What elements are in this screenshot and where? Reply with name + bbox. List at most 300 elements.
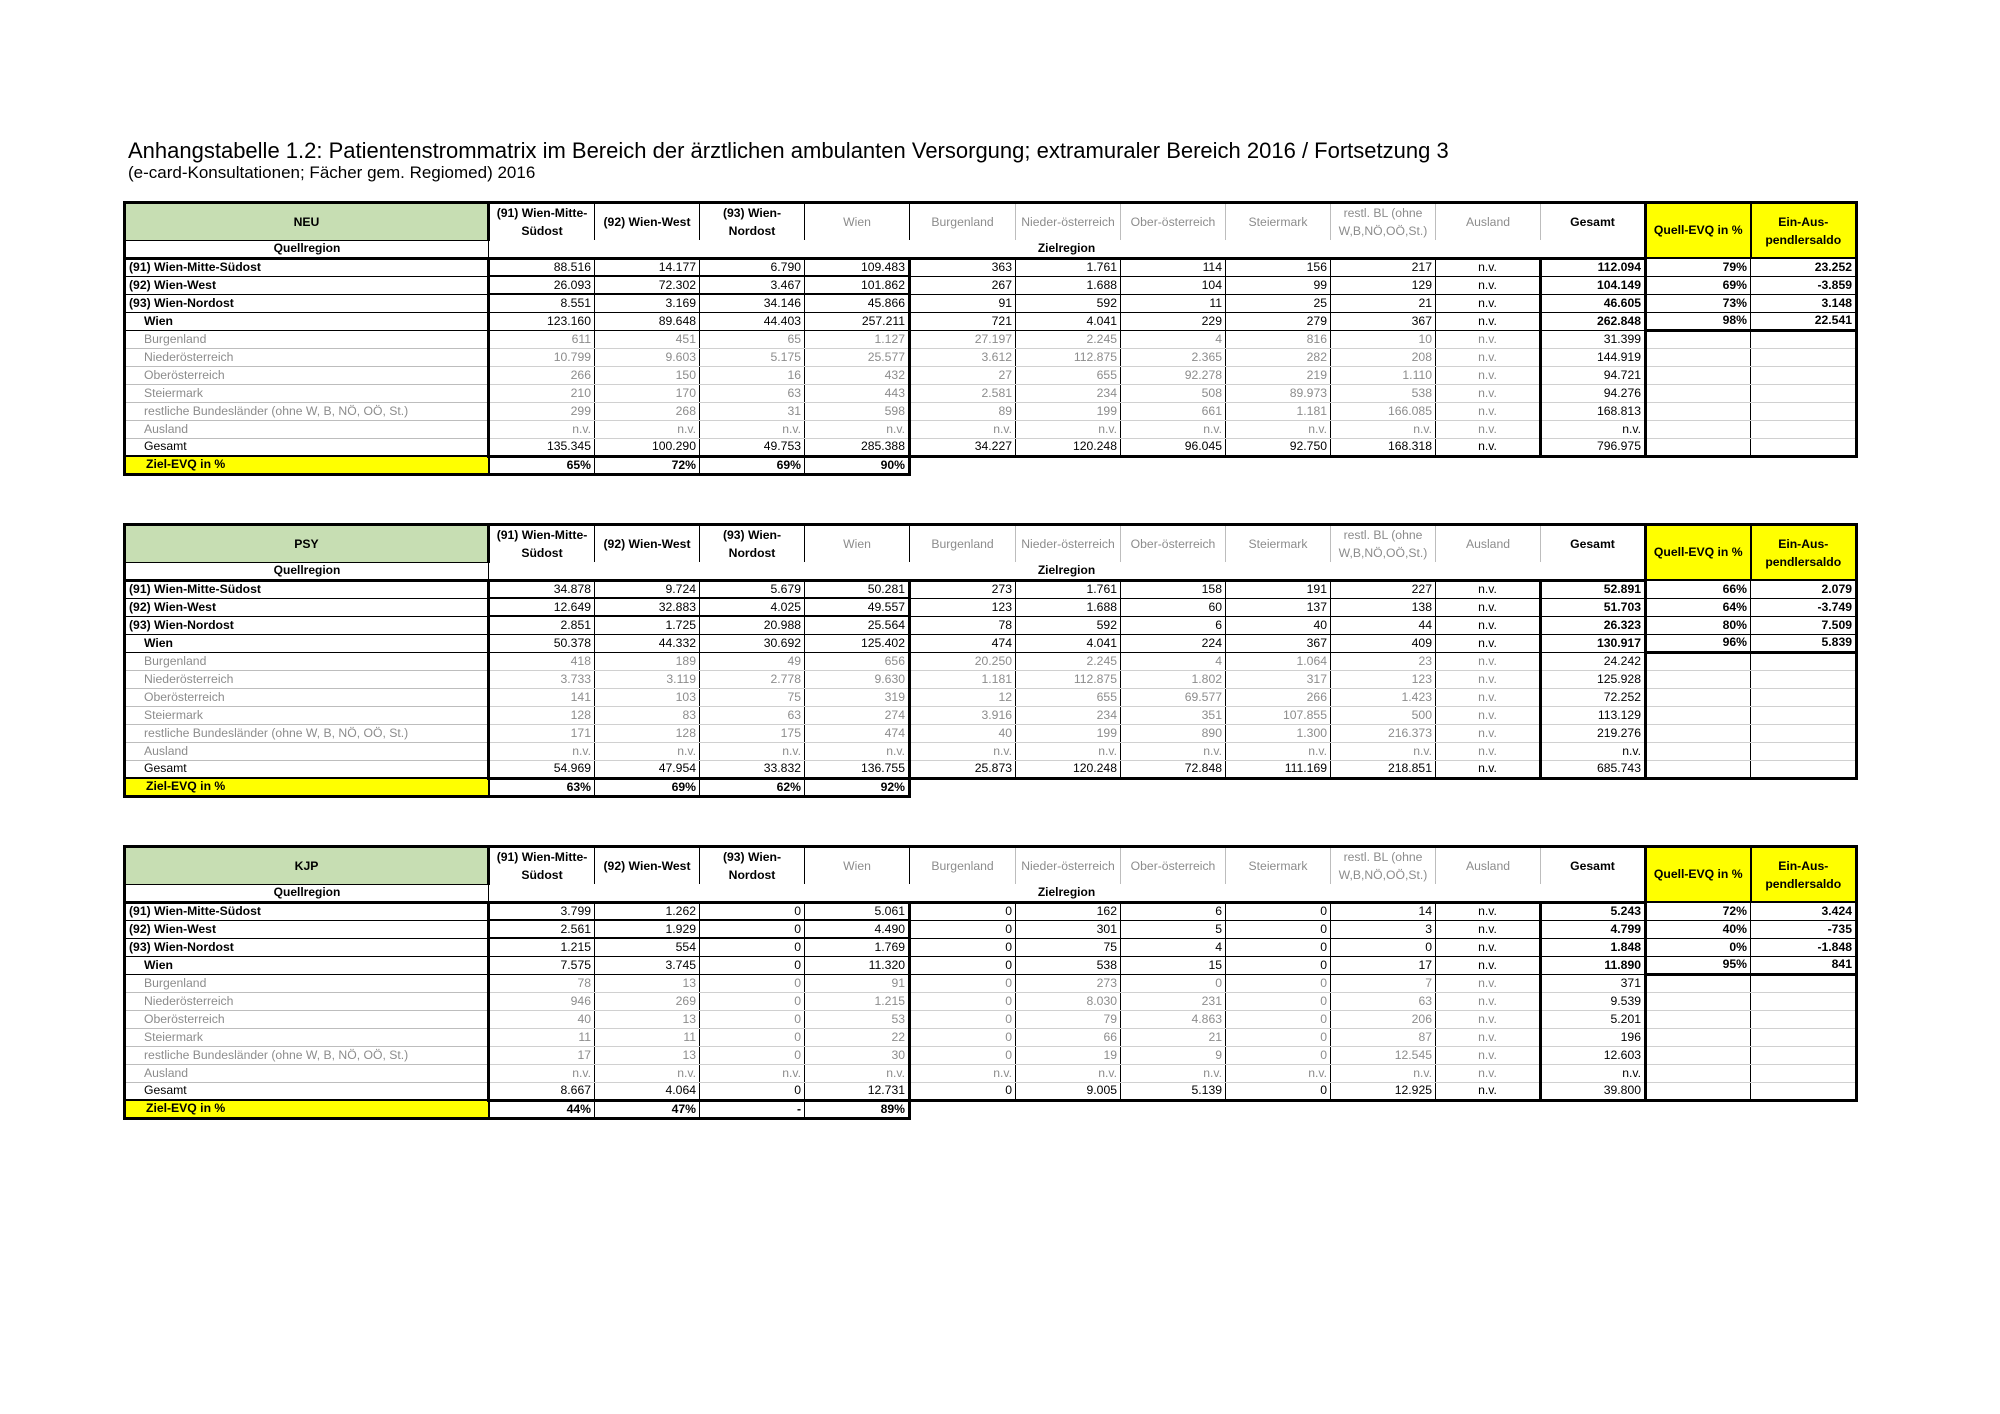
cell-value: 231 [1121,992,1226,1010]
cell-value: 49.753 [700,438,805,456]
cell-value [1646,688,1751,706]
col-header-c93: (93) Wien-Nordost [700,847,805,885]
cell-value: 94.276 [1541,384,1646,402]
cell-value: 0 [1331,938,1436,956]
cell-value: 0 [910,1046,1016,1064]
cell-value: 92.750 [1226,438,1331,456]
cell-value: 60 [1121,598,1226,616]
cell-value: 4 [1121,330,1226,348]
cell-value: 15 [1121,956,1226,974]
cell-value: 206 [1331,1010,1436,1028]
cell-value: 0 [1226,920,1331,938]
quellregion-label: Quellregion [125,884,489,902]
table-row [125,258,1857,276]
cell-value: 33.832 [700,760,805,778]
cell-value: 11.890 [1541,956,1646,974]
cell-value: 219.276 [1541,724,1646,742]
cell-value: n.v. [1436,992,1541,1010]
cell-value: 191 [1226,580,1331,598]
table-code-label: PSY [125,525,489,563]
cell-value: 11.320 [805,956,910,974]
cell-value: n.v. [805,1064,910,1082]
col-header-burgenland: Burgenland [910,525,1016,563]
cell-value: 661 [1121,402,1226,420]
cell-value: n.v. [595,1064,700,1082]
cell-value: 63 [700,384,805,402]
row-label: Steiermark [125,384,489,402]
cell-value: 31.399 [1541,330,1646,348]
cell-value: 94.721 [1541,366,1646,384]
cell-value [1751,420,1857,438]
cell-value: 208 [1331,348,1436,366]
cell-value: 443 [805,384,910,402]
table-row [125,402,1857,420]
cell-value: 11 [1121,294,1226,312]
cell-value: n.v. [1436,384,1541,402]
cell-value [1751,384,1857,402]
cell-value: 123 [1331,670,1436,688]
cell-value [1751,1028,1857,1046]
row-label: Wien [125,956,489,974]
cell-value: 92.278 [1121,366,1226,384]
col-header-restbl: restl. BL (ohne W,B,NÖ,OÖ,St.) [1331,525,1436,563]
cell-value: n.v. [700,1064,805,1082]
cell-value: 47% [595,1100,700,1118]
cell-value: 26.093 [489,276,595,294]
cell-value: 69% [595,778,700,796]
cell-value: 9.005 [1016,1082,1121,1100]
table-row [125,420,1857,438]
row-label: (92) Wien-West [125,276,489,294]
cell-value: 65 [700,330,805,348]
cell-value: 50.378 [489,634,595,652]
col-header-noe: Nieder-österreich [1016,847,1121,885]
cell-value: 170 [595,384,700,402]
cell-value: n.v. [595,420,700,438]
row-label: Ausland [125,742,489,760]
row-label: restliche Bundesländer (ohne W, B, NÖ, OÖ, St.) [125,402,489,420]
table-row [125,348,1857,366]
table-row [125,778,1857,796]
cell-value: 285.388 [805,438,910,456]
cell-value: 25 [1226,294,1331,312]
subheader-row [125,884,1857,902]
cell-value: 3.612 [910,348,1016,366]
cell-value: 72.252 [1541,688,1646,706]
cell-value: n.v. [1436,974,1541,992]
cell-value: 257.211 [805,312,910,330]
cell-value: 104.149 [1541,276,1646,294]
cell-value: 88.516 [489,258,595,276]
cell-value: 1.688 [1016,276,1121,294]
cell-value: 175 [700,724,805,742]
cell-value: 89.648 [595,312,700,330]
cell-value: 4.863 [1121,1010,1226,1028]
cell-value: 129 [1331,276,1436,294]
cell-value: -3.749 [1751,598,1857,616]
col-header-gesamt: Gesamt [1541,525,1646,563]
header-row [125,847,1857,885]
cell-value: 89% [805,1100,910,1118]
cell-value [1751,742,1857,760]
cell-value: 1.761 [1016,580,1121,598]
cell-value [1751,652,1857,670]
cell-value: n.v. [1016,420,1121,438]
cell-value: 655 [1016,688,1121,706]
cell-value: 25.873 [910,760,1016,778]
cell-value: - [700,1100,805,1118]
cell-value: 89.973 [1226,384,1331,402]
cell-value: n.v. [1436,402,1541,420]
col-header-c93: (93) Wien-Nordost [700,203,805,241]
cell-value: 90% [805,456,910,474]
cell-value: 1.300 [1226,724,1331,742]
row-label: Ziel-EVQ in % [125,778,489,796]
col-header-ein-aus-pendlersaldo: Ein-Aus-pendlersaldo [1751,525,1857,581]
cell-value: 554 [595,938,700,956]
cell-value: 32.883 [595,598,700,616]
cell-value: 20.988 [700,616,805,634]
cell-value: 16 [700,366,805,384]
cell-value: 104 [1121,276,1226,294]
cell-value: 4 [1121,938,1226,956]
row-label: Burgenland [125,330,489,348]
cell-value: n.v. [1121,742,1226,760]
col-header-ooe: Ober-österreich [1121,203,1226,241]
col-header-ein-aus-pendlersaldo: Ein-Aus-pendlersaldo [1751,203,1857,259]
col-header-ooe: Ober-österreich [1121,525,1226,563]
cell-value: 538 [1016,956,1121,974]
cell-value: 14.177 [595,258,700,276]
cell-value: 0 [1226,1028,1331,1046]
cell-value: 89 [910,402,1016,420]
cell-value: 363 [910,258,1016,276]
table-row [125,1100,1857,1118]
cell-value: 451 [595,330,700,348]
cell-value: 1.802 [1121,670,1226,688]
cell-value: n.v. [1436,724,1541,742]
cell-value: 592 [1016,294,1121,312]
cell-value [1751,366,1857,384]
cell-value: 0 [1226,938,1331,956]
cell-value: 0 [700,902,805,920]
cell-value [1751,688,1857,706]
cell-value: 31 [700,402,805,420]
table-row [125,938,1857,956]
cell-value [1646,1010,1751,1028]
cell-value: 946 [489,992,595,1010]
cell-value: n.v. [700,742,805,760]
cell-value: 49 [700,652,805,670]
cell-value: 0% [1646,938,1751,956]
cell-value: 2.581 [910,384,1016,402]
cell-value: 130.917 [1541,634,1646,652]
cell-value: 273 [1016,974,1121,992]
cell-value: 69% [1646,276,1751,294]
row-label: (91) Wien-Mitte-Südost [125,902,489,920]
cell-value: n.v. [910,1064,1016,1082]
cell-value: 685.743 [1541,760,1646,778]
cell-value: 0 [1226,956,1331,974]
cell-value: 0 [700,920,805,938]
cell-value [1751,1010,1857,1028]
cell-value: 592 [1016,616,1121,634]
cell-value: 1.688 [1016,598,1121,616]
page-title: Anhangstabelle 1.2: Patientenstrommatrix im Bereich der ärztlichen ambulanten Versorgung; extramuraler Bereich 2016 / Fortsetzung 3 [128,138,1449,163]
cell-value: 63% [489,778,595,796]
cell-value [1751,706,1857,724]
col-header-c93: (93) Wien-Nordost [700,525,805,563]
cell-value: 40% [1646,920,1751,938]
cell-value: 2.851 [489,616,595,634]
cell-value: 1.761 [1016,258,1121,276]
cell-value [1646,384,1751,402]
cell-value [1751,330,1857,348]
cell-value [1751,402,1857,420]
cell-value: 69.577 [1121,688,1226,706]
cell-value: 63 [1331,992,1436,1010]
cell-value: 0 [910,1010,1016,1028]
cell-value [1751,974,1857,992]
header-row [125,203,1857,241]
col-header-restbl: restl. BL (ohne W,B,NÖ,OÖ,St.) [1331,203,1436,241]
cell-value [1646,438,1751,456]
cell-value: n.v. [1436,276,1541,294]
cell-value: 500 [1331,706,1436,724]
cell-value: 1.848 [1541,938,1646,956]
col-header-ausland: Ausland [1436,525,1541,563]
cell-value: 25.577 [805,348,910,366]
cell-value: n.v. [489,742,595,760]
cell-value: 2.365 [1121,348,1226,366]
cell-value: 75 [1016,938,1121,956]
cell-value: 6 [1121,902,1226,920]
cell-value: 107.855 [1226,706,1331,724]
cell-value: n.v. [910,420,1016,438]
cell-value: 120.248 [1016,438,1121,456]
cell-value: 216.373 [1331,724,1436,742]
cell-value: n.v. [1436,652,1541,670]
cell-value: 5.679 [700,580,805,598]
cell-value: 418 [489,652,595,670]
col-header-wien: Wien [805,525,910,563]
cell-value: n.v. [1016,742,1121,760]
cell-value: 4.041 [1016,312,1121,330]
cell-value: 162 [1016,902,1121,920]
cell-value: 72% [595,456,700,474]
cell-value: 66% [1646,580,1751,598]
cell-value: 262.848 [1541,312,1646,330]
cell-value: n.v. [1541,1064,1646,1082]
cell-value: 1.769 [805,938,910,956]
cell-value: n.v. [1436,902,1541,920]
table-row [125,974,1857,992]
cell-value: n.v. [700,420,805,438]
cell-value: 75 [700,688,805,706]
col-header-quell-evq: Quell-EVQ in % [1646,525,1751,581]
cell-value: 1.262 [595,902,700,920]
cell-value: 3.733 [489,670,595,688]
col-header-c91: (91) Wien-Mitte-Südost [489,847,595,885]
cell-value: 79 [1016,1010,1121,1028]
table-row [125,1046,1857,1064]
cell-value: 218.851 [1331,760,1436,778]
row-label: restliche Bundesländer (ohne W, B, NÖ, OÖ, St.) [125,724,489,742]
cell-value: n.v. [1436,312,1541,330]
cell-value: 123 [910,598,1016,616]
cell-value: 103 [595,688,700,706]
cell-value: 890 [1121,724,1226,742]
table-row [125,652,1857,670]
cell-value: 114 [1121,258,1226,276]
table-code-label: NEU [125,203,489,241]
cell-value: n.v. [910,742,1016,760]
cell-value: 5.243 [1541,902,1646,920]
cell-value: 3.745 [595,956,700,974]
cell-value: 1.127 [805,330,910,348]
col-header-c91: (91) Wien-Mitte-Südost [489,203,595,241]
row-label: Steiermark [125,706,489,724]
cell-value: 432 [805,366,910,384]
cell-value: 474 [910,634,1016,652]
cell-value: n.v. [1436,920,1541,938]
cell-value: 3.148 [1751,294,1857,312]
cell-value: 2.778 [700,670,805,688]
cell-value: 2.079 [1751,580,1857,598]
cell-value: 79% [1646,258,1751,276]
cell-value: 3.119 [595,670,700,688]
cell-value: 87 [1331,1028,1436,1046]
cell-value: 656 [805,652,910,670]
cell-value: 100.290 [595,438,700,456]
cell-value: 112.094 [1541,258,1646,276]
cell-value: 128 [595,724,700,742]
cell-value: 7.575 [489,956,595,974]
cell-value [1646,706,1751,724]
cell-value: 14 [1331,902,1436,920]
header-row [125,525,1857,563]
cell-value: 34.227 [910,438,1016,456]
row-label: Niederösterreich [125,670,489,688]
cell-value: n.v. [1121,420,1226,438]
cell-value: 73% [1646,294,1751,312]
cell-value: 841 [1751,956,1857,974]
cell-value: n.v. [1541,742,1646,760]
cell-value: 44.403 [700,312,805,330]
col-header-stmk: Steiermark [1226,847,1331,885]
cell-value: 266 [1226,688,1331,706]
cell-value: 17 [1331,956,1436,974]
cell-value [1646,1046,1751,1064]
cell-value: 0 [700,1046,805,1064]
table-code-label: KJP [125,847,489,885]
cell-value: 0 [910,992,1016,1010]
cell-value: 171 [489,724,595,742]
cell-value [1646,652,1751,670]
cell-value: 34.146 [700,294,805,312]
cell-value: 0 [1226,1010,1331,1028]
row-label: Gesamt [125,760,489,778]
cell-value: 72% [1646,902,1751,920]
cell-value: 34.878 [489,580,595,598]
cell-value: n.v. [1436,258,1541,276]
table-row [125,294,1857,312]
cell-value: 0 [1226,1046,1331,1064]
cell-value [1646,366,1751,384]
cell-value: n.v. [1436,688,1541,706]
cell-value: 44 [1331,616,1436,634]
row-label: Oberösterreich [125,688,489,706]
cell-value: n.v. [1436,348,1541,366]
cell-value: 112.875 [1016,348,1121,366]
cell-value [1751,670,1857,688]
col-header-c92: (92) Wien-West [595,525,700,563]
cell-value: 168.318 [1331,438,1436,456]
cell-value: 409 [1331,634,1436,652]
table-row [125,438,1857,456]
cell-value: 1.181 [910,670,1016,688]
table-row [125,1028,1857,1046]
cell-value: 17 [489,1046,595,1064]
cell-value: n.v. [489,420,595,438]
cell-value [1646,670,1751,688]
cell-value: 611 [489,330,595,348]
cell-value: n.v. [1436,706,1541,724]
table-row [125,580,1857,598]
cell-value: 166.085 [1331,402,1436,420]
cell-value: 1.929 [595,920,700,938]
row-label: Burgenland [125,652,489,670]
cell-value: 267 [910,276,1016,294]
col-header-burgenland: Burgenland [910,203,1016,241]
cell-value: 9.539 [1541,992,1646,1010]
row-label: Gesamt [125,1082,489,1100]
cell-value: n.v. [1436,616,1541,634]
col-header-noe: Nieder-österreich [1016,203,1121,241]
cell-value: 150 [595,366,700,384]
row-label: Ausland [125,420,489,438]
cell-value: 299 [489,402,595,420]
cell-value: 96% [1646,634,1751,652]
cell-value: n.v. [1436,938,1541,956]
cell-value: 98% [1646,312,1751,330]
table-row [125,634,1857,652]
cell-value: 40 [910,724,1016,742]
cell-value: 0 [700,974,805,992]
cell-value: 317 [1226,670,1331,688]
col-header-gesamt: Gesamt [1541,847,1646,885]
cell-value: n.v. [1436,330,1541,348]
cell-value: 273 [910,580,1016,598]
cell-value: 1.110 [1331,366,1436,384]
cell-value: n.v. [1436,1064,1541,1082]
cell-value: 13 [595,1046,700,1064]
cell-value: 598 [805,402,910,420]
cell-value: n.v. [805,742,910,760]
cell-value: n.v. [1436,598,1541,616]
cell-value: 3 [1331,920,1436,938]
cell-value: 1.725 [595,616,700,634]
zielregion-label: Zielregion [489,562,1646,580]
cell-value: 20.250 [910,652,1016,670]
cell-value: 52.891 [1541,580,1646,598]
cell-value: 0 [700,956,805,974]
cell-value: 224 [1121,634,1226,652]
cell-value [1646,760,1751,778]
cell-value: 5.175 [700,348,805,366]
cell-value [1646,742,1751,760]
row-label: Ausland [125,1064,489,1082]
